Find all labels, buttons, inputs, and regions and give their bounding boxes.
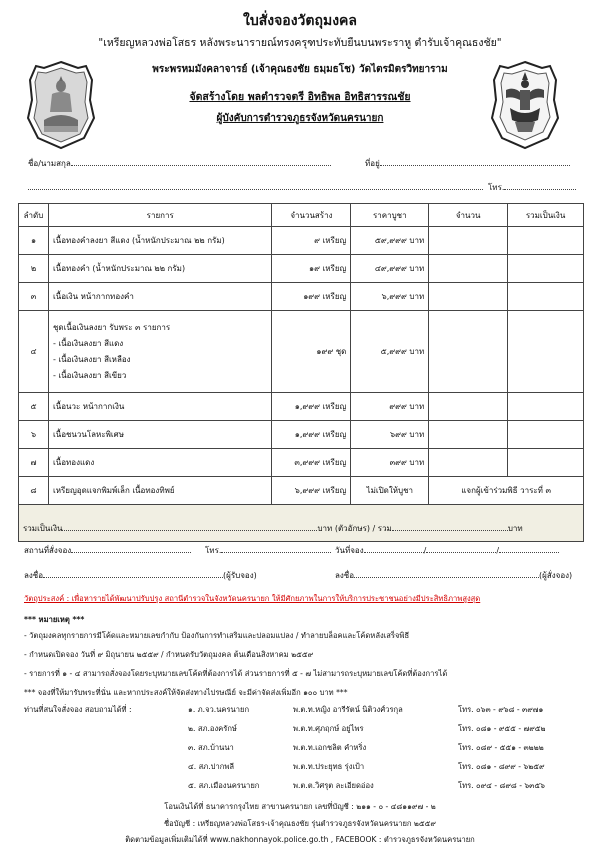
address-continue-field[interactable] (28, 181, 483, 192)
booker-label: (ผู้รับจอง) (223, 571, 257, 580)
row-subitem: - เนื้อเงินลงยา สีแดง (52, 338, 124, 348)
contact-row (188, 704, 249, 716)
row-subitem: - เนื้อเงินลงยา สีเหลือง (52, 354, 131, 364)
table-row (19, 393, 584, 421)
address-field[interactable] (365, 157, 570, 170)
booking-place-field[interactable] (24, 544, 191, 557)
row-item: เนื้อนวะ หน้ากากเงิน (48, 393, 271, 421)
row-no: ๘ (19, 477, 49, 505)
row-item: เนื้อชนวนโลหะพิเศษ (48, 421, 271, 449)
booking-date-field[interactable]: วันที่จอง / / (335, 544, 559, 557)
row-item-set (48, 311, 271, 393)
note-item: - วัตถุมงคลทุกรายการมีโค้ดและหมายเลขกำกับ ป้องกันการทำเสริมและปลอมแปลง / ทำลายบล็อคและโค้ดหลังเสร็จพิธี (24, 631, 410, 640)
phone-label: โทร. (488, 183, 505, 192)
booker-signature-field[interactable] (24, 569, 257, 582)
row-total-input[interactable] (508, 283, 584, 311)
commander-line: ผู้บังคับการตำรวจภูธรจังหวัดนครนายก (216, 113, 384, 124)
note-item: - กำหนดเปิดจอง วันที่ ๙ มิถุนายน ๒๕๕๙ / กำหนดรับวัตถุมงคล ต้นเดือนสิงหาคม ๒๕๕๙ (24, 650, 314, 659)
contact-row (188, 723, 237, 735)
contact-no: ๑. (188, 705, 196, 714)
total-baht-label: บาท (507, 524, 523, 533)
contact-station: สภ.บ้านนา (198, 743, 234, 752)
row-price: ๓๙๙ บาท (351, 449, 429, 477)
row-price: ๕๙,๙๙๙ บาท (351, 227, 429, 255)
row-no: ๗ (19, 449, 49, 477)
col-header-total: รวมเป็นเงิน (508, 204, 584, 227)
row-price: ๕,๙๙๙ บาท (351, 311, 429, 393)
row-total-input[interactable] (508, 421, 584, 449)
contact-station: สภ.เมืองนครนายก (198, 781, 260, 790)
row-amount-input[interactable] (429, 311, 508, 393)
contact-no: ๒. (188, 724, 196, 733)
row-price: ๔๙,๙๙๙ บาท (351, 255, 429, 283)
bank-transfer-info: โอนเงินได้ที่ ธนาคารกรุงไทย สาขานครนายก เลขที่บัญชี : ๒๑๑ - ๐ - ๔๘๑๑๙๗ - ๒ (164, 802, 436, 811)
buddha-medal-icon (26, 60, 96, 150)
row-amount-input[interactable] (429, 421, 508, 449)
row-price: ไม่เปิดให้บูชา (351, 477, 429, 505)
col-header-item: รายการ (48, 204, 271, 227)
table-row (19, 227, 584, 255)
row-no: ๔ (19, 311, 49, 393)
order-table (18, 203, 584, 542)
table-row (19, 283, 584, 311)
booking-place-label: สถานที่สั่งจอง (24, 546, 72, 555)
contact-phone: โทร. ๐๘๑ - ๙๕๕ - ๗๙๕๒ (458, 724, 546, 733)
address-label: ที่อยู่ (365, 159, 380, 168)
contact-person: พ.ต.ต.วิศรุต ละเอียดอ่อง (293, 781, 374, 790)
row-no: ๑ (19, 227, 49, 255)
total-baht-text-label: บาท (ตัวอักษร) / รวม (317, 524, 392, 533)
row-qty: ๖,๙๙๙ เหรียญ (272, 477, 351, 505)
contact-row (188, 761, 234, 773)
table-row (19, 421, 584, 449)
row-price: ๖,๙๙๙ บาท (351, 283, 429, 311)
contact-phone: โทร. ๐๘๙ - ๕๕๑ - ๓๒๒๒ (458, 743, 544, 752)
total-row (19, 505, 584, 542)
row-qty: ๑,๙๙๙ เหรียญ (272, 421, 351, 449)
row-amount-input[interactable] (429, 283, 508, 311)
row-qty: ๑๙๙ เหรียญ (272, 283, 351, 311)
row-item: เนื้อทองแดง (48, 449, 271, 477)
total-amount-input[interactable] (62, 522, 317, 531)
narai-garuda-medal-icon (490, 60, 560, 150)
document-title: ใบสั่งจองวัตถุมงคล (243, 13, 357, 29)
row-total-input[interactable] (508, 449, 584, 477)
account-name-info: ชื่อบัญชี : เหรียญหลวงพ่อโสธร-เจ้าคุณธงชัย รุ่นตำรวจภูธรจังหวัดนครนายก ๒๕๕๙ (164, 819, 436, 828)
row-note: แจกผู้เข้าร่วมพิธี วาระที่ ๓ (429, 477, 584, 505)
row-amount-input[interactable] (429, 449, 508, 477)
col-header-quantity-made: จำนวนสร้าง (272, 204, 351, 227)
booking-phone-label: โทร. (205, 546, 222, 555)
more-info-link[interactable]: ติดตามข้อมูลเพิ่มเติมได้ที่ www.nakhonnayok.police.go.th , FACEBOOK : ตำรวจภูธรจังหวัดนครนายก (125, 835, 475, 844)
objective-text: วัตถุประสงค์ : เพื่อหารายได้พัฒนาปรับปรุง สถานีตำรวจในจังหวัดนครนายก ให้มีศักยภาพในการให้บริการประชาชนอย่างมีประสิทธิภาพสูงสุด (24, 594, 481, 603)
row-item: เนื้อทองคำลงยา สีแดง (น้ำหนักประมาณ ๒๒ กรัม) (48, 227, 271, 255)
contact-station: สภ.องครักษ์ (197, 724, 237, 733)
contact-person: พ.ต.ท.ศุภฤกษ์ อยู่ไพร (293, 724, 364, 733)
contact-person: พ.ต.ท.เอกชลิต คำหริ่ง (293, 743, 367, 752)
row-amount-input[interactable] (429, 393, 508, 421)
row-price: ๖๙๙ บาท (351, 421, 429, 449)
orderer-signature-field[interactable] (335, 569, 572, 582)
name-field[interactable] (28, 157, 331, 170)
table-row (19, 477, 584, 505)
creator-line: จัดสร้างโดย พลตำรวจตรี อิทธิพล อิทธิสารรณชัย (189, 91, 411, 103)
contact-row (188, 742, 234, 754)
note-item: - รายการที่ ๑ - ๔ สามารถสั่งจองโดยระบุหมายเลขโค้ดที่ต้องการได้ ส่วนรายการที่ ๕ - ๗ ไม่สามารถระบุหมายเลขโค้ดที่ต้องการได้ (24, 669, 448, 678)
row-no: ๒ (19, 255, 49, 283)
total-line (19, 505, 584, 542)
contact-no: ๓. (188, 743, 196, 752)
monk-name-line: พระพรหมมังคลาจารย์ (เจ้าคุณธงชัย ธมฺมธโช) วัดไตรมิตรวิทยาราม (152, 64, 448, 75)
phone-field[interactable] (488, 181, 576, 194)
row-subitem: - เนื้อเงินลงยา สีเขียว (52, 370, 127, 380)
table-row (19, 311, 584, 393)
contact-phone: โทร. ๐๖๓ - ๙๖๘ - ๓๙๗๑ (458, 705, 544, 714)
row-amount-input[interactable] (429, 255, 508, 283)
row-qty: ๓,๙๙๙ เหรียญ (272, 449, 351, 477)
col-header-price: ราคาบูชา (351, 204, 429, 227)
notes-heading: *** หมายเหตุ *** (24, 615, 85, 624)
booking-date-label: วันที่จอง (335, 546, 364, 555)
row-item: เนื้อเงิน หน้ากากทองคำ (48, 283, 271, 311)
note-item: *** จองที่ให้มารับพระที่นั่น และหากประสงค์ให้จัดส่งทางไปรษณีย์ จะมีค่าจัดส่งเพิ่มอีก ๑๐๐ บาท *** (24, 688, 348, 697)
row-qty: ๑๙ เหรียญ (272, 255, 351, 283)
contact-person: พ.ต.ท.ประยุทธ รุ่งเป้า (293, 762, 365, 771)
contact-station: สภ.ปากพลี (198, 762, 234, 771)
total-text-input[interactable] (392, 522, 508, 531)
row-item: เหรียญอุดแจกพิมพ์เล็ก เนื้อทองทิพย์ (48, 477, 271, 505)
contact-no: ๔. (188, 762, 197, 771)
name-label: ชื่อ/นามสกุล (28, 159, 71, 168)
row-no: ๕ (19, 393, 49, 421)
row-item: ชุดเนื้อเงินลงยา รับพระ ๓ รายการ (52, 322, 171, 332)
row-price: ๙๙๙ บาท (351, 393, 429, 421)
table-row (19, 255, 584, 283)
contact-no: ๕. (188, 781, 197, 790)
row-qty: ๙ เหรียญ (272, 227, 351, 255)
row-item: เนื้อทองคำ (น้ำหนักประมาณ ๒๒ กรัม) (48, 255, 271, 283)
row-no: ๓ (19, 283, 49, 311)
row-total-input[interactable] (508, 227, 584, 255)
contact-row (188, 780, 259, 792)
row-total-input[interactable] (508, 311, 584, 393)
row-total-input[interactable] (508, 255, 584, 283)
orderer-label: (ผู้สั่งจอง) (539, 571, 573, 580)
contact-person: พ.ต.ท.หญิง อารีรัตน์ นิติวงศ์วรกุล (293, 705, 403, 714)
table-row (19, 449, 584, 477)
contact-intro: ท่านที่สนใจสั่งจอง สอบถามได้ที่ : (24, 705, 132, 714)
row-amount-input[interactable] (429, 227, 508, 255)
total-label: รวมเป็นเงิน (23, 524, 63, 533)
booker-sign-label: ลงชื่อ (24, 571, 44, 580)
row-qty: ๑,๙๙๙ เหรียญ (272, 393, 351, 421)
row-total-input[interactable] (508, 393, 584, 421)
document-subtitle: "เหรียญหลวงพ่อโสธร หลังพระนารายณ์ทรงครุฑประทับยืนบนพระราหู ตำรับเจ้าคุณธงชัย" (98, 37, 502, 49)
col-header-no: ลำดับ (19, 204, 49, 227)
row-qty: ๑๙๙ ชุด (272, 311, 351, 393)
row-no: ๖ (19, 421, 49, 449)
contact-phone: โทร. ๐๙๔ - ๘๙๘ - ๖๓๕๖ (458, 781, 545, 790)
orderer-sign-label: ลงชื่อ (335, 571, 355, 580)
contact-phone: โทร. ๐๘๑ - ๘๙๙ - ๖๒๕๙ (458, 762, 545, 771)
contact-station: ภ.จว.นครนายก (197, 705, 250, 714)
col-header-amount: จำนวน (429, 204, 508, 227)
booking-phone-field[interactable] (205, 544, 331, 557)
